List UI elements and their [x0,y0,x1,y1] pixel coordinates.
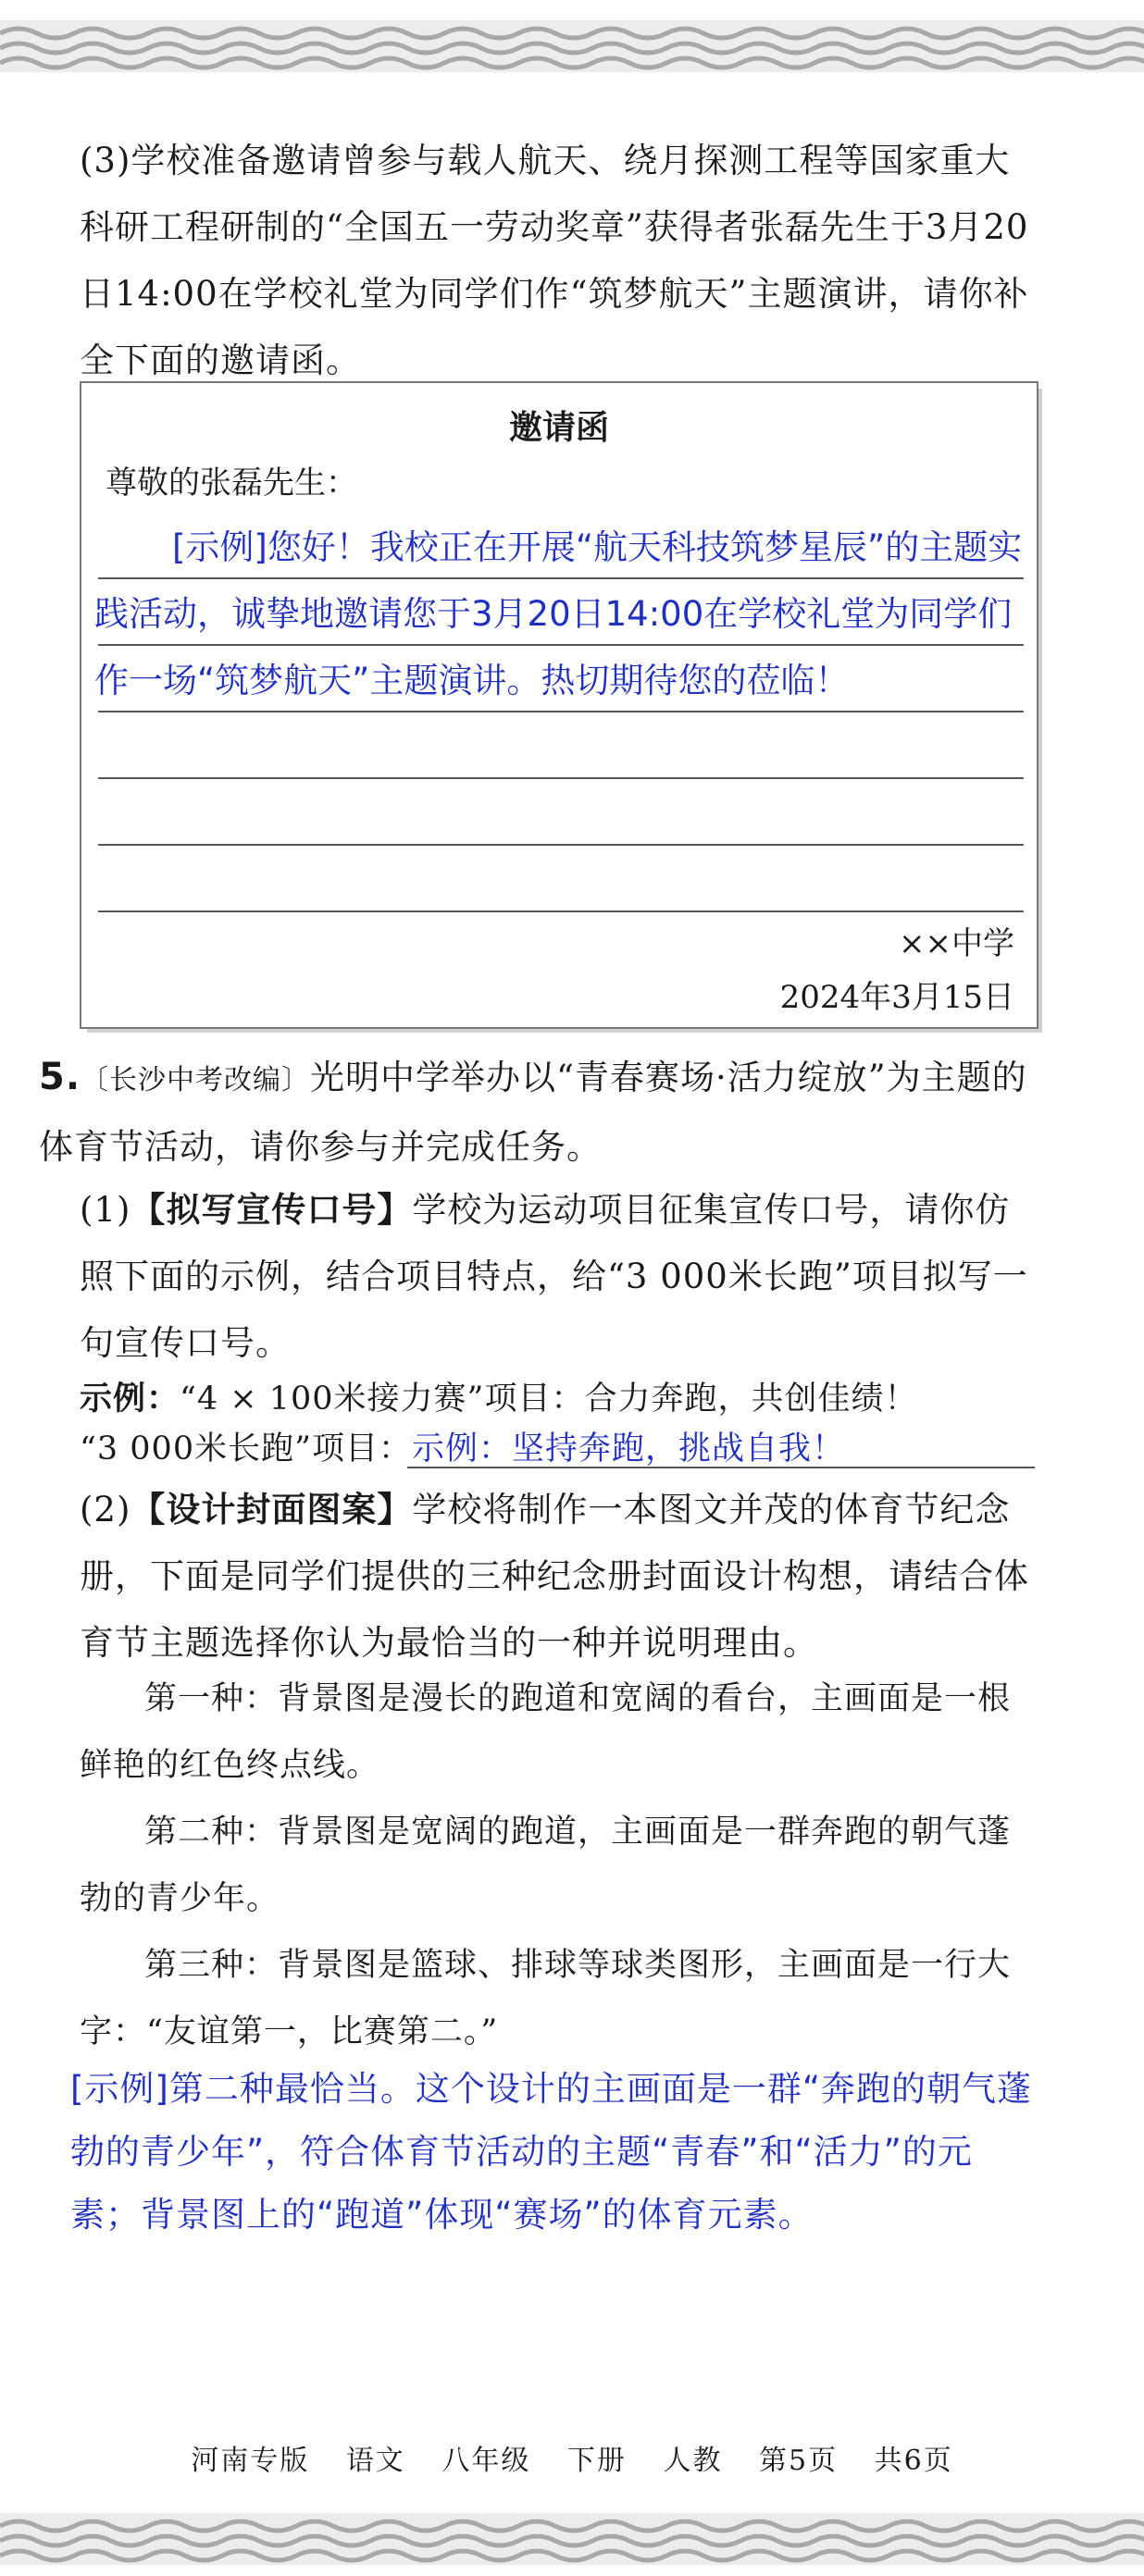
answer-line-5 [98,844,1024,846]
page-footer [0,2437,1144,2478]
question-intro-text: 光明中学举办以“青春赛场·活力绽放”为主题的体育节活动，请你参与并完成任务。 [39,1058,1027,1167]
fill-prefix: “3 000米长跑”项目： [80,1430,412,1468]
footer-publisher: 人教 [663,2445,723,2477]
task2-answer: [示例]第二种最恰当。这个设计的主画面是一群“奔跑的朝气蓬勃的青少年”，符合体育节活动的主题“青春”和“活力”的元素；背景图上的“跑道”体现“赛场”的体育元素。 [70,2069,1033,2235]
option3-text: 第三种：背景图是篮球、排球等球类图形，主画面是一行大字：“友谊第一，比赛第二。” [80,1947,1012,2050]
question-number: 5. [39,1056,81,1098]
answer-line-4 [98,777,1024,779]
footer-total: 共6页 [874,2445,953,2477]
task2-option-1 [80,1666,1042,1799]
footer-grade: 八年级 [441,2445,531,2477]
letter-date: 2024年3月15日 [779,979,1014,1016]
question-source: 〔长沙中考改编〕 [81,1064,311,1096]
example-label: 示例： [80,1381,180,1418]
letter-answer: [示例]您好！我校正在开展“航天科技筑梦星辰”的主题实践活动，诚挚地邀请您于3月20日14:00在学校礼堂为同学们作一场“筑梦航天”主题演讲。热切期待您的莅临！ [94,527,1023,700]
task1-answer: 示例：坚持奔跑，挑战自我！ [412,1430,846,1468]
part3-text: (3)学校准备邀请曾参与载人航天、绕月探测工程等国家重大科研工程研制的“全国五一劳动奖章”获得者张磊先生于3月20日14:00在学校礼堂为同学们作“筑梦航天”主题演讲，请你补全下面的邀请函。 [80,141,1029,380]
task2-answer-block [70,2058,1042,2247]
answer-line-6 [98,910,1024,912]
task2-option-2 [80,1799,1042,1932]
letter-signature: ××中学 [899,925,1014,962]
task1-title: 【拟写宣传口号】 [131,1190,413,1230]
task1-answer-line [407,1467,1035,1468]
footer-page: 第5页 [759,2445,839,2477]
bottom-wave-decoration [0,2513,1144,2565]
q5-intro [39,1044,1042,1181]
task1-paragraph [80,1177,1042,1377]
task2-label: (2) [80,1490,131,1530]
invitation-letter-box [80,381,1038,1029]
letter-salutation: 尊敬的张磊先生： [106,464,357,502]
example-text: “4 × 100米接力赛”项目：合力奔跑，共创佳绩！ [180,1381,918,1418]
footer-subject: 语文 [345,2445,405,2477]
part3-paragraph [80,128,1042,394]
option2-text: 第二种：背景图是宽阔的跑道，主画面是一群奔跑的朝气蓬勃的青少年。 [80,1814,1012,1917]
task2-text: 学校将制作一本图文并茂的体育节纪念册，下面是同学们提供的三种纪念册封面设计构想，请结合体育节主题选择你认为最恰当的一种并说明理由。 [80,1490,1029,1663]
task1-fill [80,1416,1042,1482]
task2-paragraph [80,1477,1042,1677]
footer-volume: 下册 [566,2445,627,2477]
task2-title: 【设计封面图案】 [131,1490,413,1530]
task1-label: (1) [80,1190,131,1230]
letter-body [94,514,1024,714]
option1-text: 第一种：背景图是漫长的跑道和宽阔的看台，主画面是一根鲜艳的红色终点线。 [80,1680,1012,1784]
task2-option-3 [80,1932,1042,2065]
task1-text: 学校为运动项目征集宣传口号，请你仿照下面的示例，结合项目特点，给“3 000米长跑”项目拟写一句宣传口号。 [80,1190,1028,1363]
letter-title: 邀请函 [508,409,609,447]
footer-edition: 河南专版 [191,2445,310,2477]
